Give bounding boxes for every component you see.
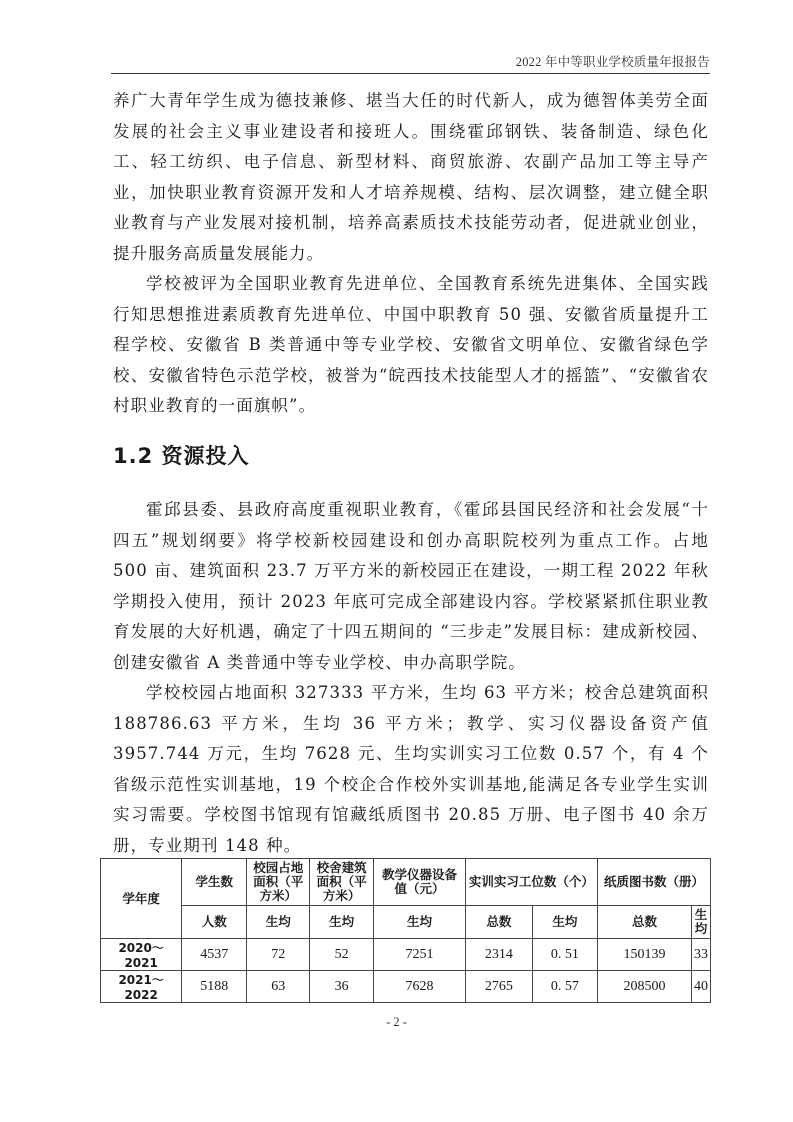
subheader-cell: 生均 bbox=[374, 906, 466, 939]
value-cell: 52 bbox=[310, 939, 374, 971]
header-books: 纸质图书数（册） bbox=[597, 859, 710, 906]
subheader-cell: 总数 bbox=[465, 906, 532, 939]
paragraph-mission: 养广大青年学生成为德技兼修、堪当大任的时代新人，成为德智体美劳全面发展的社会主义事业建设者和接班人。围绕霍邱钢铁、装备制造、绿色化工、轻工纺织、电子信息、新型材料、商贸旅游、农副产品加工等主导产业，加快职业教育资源开发和人才培养规模、结构、层次调整，建立健全职业教育与产业发展对接机制，培养高素质技术技能劳动者，促进就业创业，提升服务高质量发展能力。 bbox=[113, 91, 709, 263]
table-row bbox=[101, 939, 711, 971]
value-cell: 36 bbox=[310, 971, 374, 1003]
year-cell: 2021～2022 bbox=[101, 971, 182, 1003]
value-cell: 208500 bbox=[597, 971, 691, 1003]
header-equipment-value: 教学仪器设备值（元） bbox=[374, 859, 466, 906]
subheader-cell: 生均 bbox=[247, 906, 310, 939]
subheader-cell: 生均 bbox=[532, 906, 597, 939]
running-header-title: 2022 年中等职业学校质量年报报告 bbox=[515, 55, 710, 69]
value-cell: 63 bbox=[247, 971, 310, 1003]
value-cell: 0. 51 bbox=[532, 939, 597, 971]
table-subheader-row bbox=[101, 906, 711, 939]
header-year: 学年度 bbox=[101, 859, 182, 939]
subheader-cell: 总数 bbox=[597, 906, 691, 939]
table-row bbox=[101, 971, 711, 1003]
value-cell: 7628 bbox=[374, 971, 466, 1003]
value-cell: 33 bbox=[692, 939, 711, 971]
section-heading: 1.2 资源投入 bbox=[113, 444, 250, 468]
resource-text-block bbox=[113, 495, 709, 861]
subheader-cell: 生均 bbox=[310, 906, 374, 939]
value-cell: 150139 bbox=[597, 939, 691, 971]
subheader-cell: 生均 bbox=[692, 906, 711, 939]
header-building-area: 校舍建筑面积（平方米） bbox=[310, 859, 374, 906]
paragraph-new-campus: 霍邱县委、县政府高度重视职业教育，《霍邱县国民经济和社会发展“十四五”规划纲要》将学校新校园建设和创办高职院校列为重点工作。占地 500 亩、建筑面积 23.7 万平方米的新校园正在建设，一期工程 2022 年秋学期投入使用，预计 2023 年底可完成全部建设内容。学校紧紧抓住职业教育发展的大好机遇，确定了十四五期间的 “三步走”发展目标：建成新校园、创建安徽省 A 类普通中等专业学校、申办高职学院。 bbox=[113, 500, 709, 672]
paragraph-facilities: 学校校园占地面积 327333 平方米，生均 63 平方米；校舍总建筑面积 188786.63 平方米，生均 36 平方米；教学、实习仪器设备资产值 3957.744 万元，生均 7628 元、生均实训实习工位数 0.57 个，有 4 个省级示范性实训基地，19 个校企合作校外实训基地,能满足各专业学生实训实习需要。学校图书馆现有馆藏纸质图书 20.85 万册、电子图书 40 余万册，专业期刊 148 种。 bbox=[113, 683, 709, 855]
value-cell: 5188 bbox=[182, 971, 247, 1003]
value-cell: 2765 bbox=[465, 971, 532, 1003]
intro-text-block bbox=[113, 86, 709, 422]
value-cell: 40 bbox=[692, 971, 711, 1003]
header-students: 学生数 bbox=[182, 859, 247, 906]
paragraph-honors: 学校被评为全国职业教育先进单位、全国教育系统先进集体、全国实践行知思想推进素质教育先进单位、中国中职教育 50 强、安徽省质量提升工程学校、安徽省 B 类普通中等专业学校、安徽省文明单位、安徽省绿色学校、安徽省特色示范学校，被誉为“皖西技术技能型人才的摇篮”、“安徽省农村职业教育的一面旗帜”。 bbox=[113, 274, 709, 415]
value-cell: 0. 57 bbox=[532, 971, 597, 1003]
year-cell: 2020～2021 bbox=[101, 939, 182, 971]
page-number: - 2 - bbox=[386, 1015, 407, 1029]
header-workstations: 实训实习工位数（个） bbox=[465, 859, 597, 906]
value-cell: 4537 bbox=[182, 939, 247, 971]
resource-statistics-table bbox=[100, 858, 711, 1003]
header-rule bbox=[111, 73, 710, 74]
table-header-row bbox=[101, 859, 711, 906]
subheader-cell: 人数 bbox=[182, 906, 247, 939]
value-cell: 7251 bbox=[374, 939, 466, 971]
header-campus-area: 校园占地面积（平方米） bbox=[247, 859, 310, 906]
value-cell: 2314 bbox=[465, 939, 532, 971]
value-cell: 72 bbox=[247, 939, 310, 971]
